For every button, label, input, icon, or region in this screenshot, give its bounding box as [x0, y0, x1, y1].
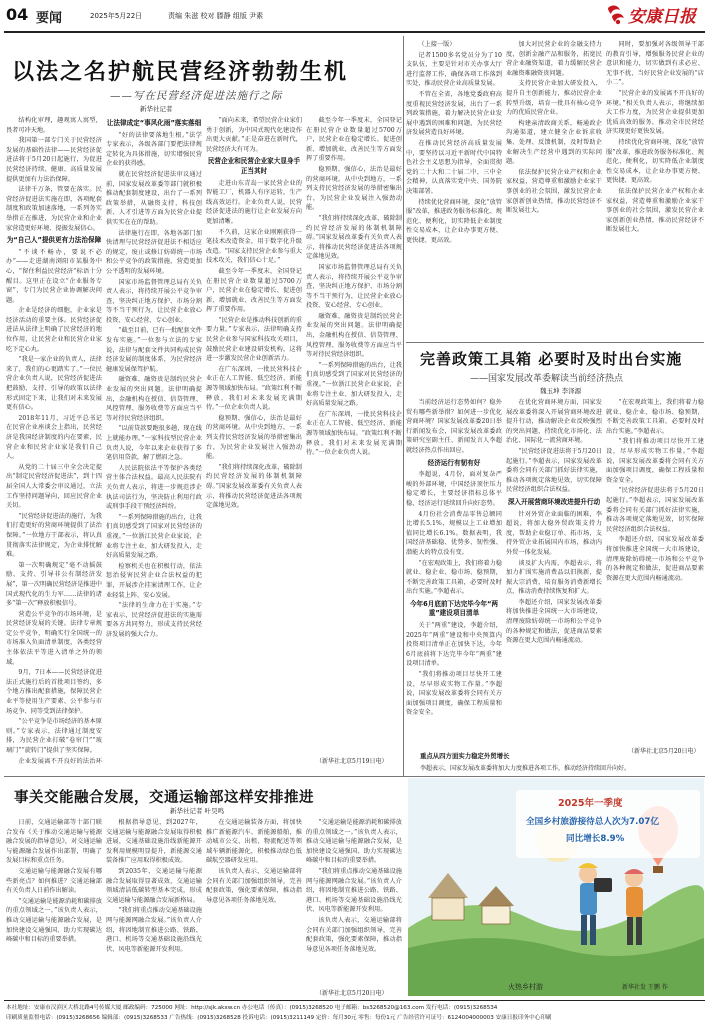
- header-rule: [4, 31, 705, 33]
- article1-col4: 截至今年一季度末，全国登记在册民营企业数量超过5700万户，民营企业在稳定增长、促进创新、增加就业、改善民生等方面发挥了重要作用。 稳预期、强信心，法治是最好的营商环境。从中央到地方，一系列支持民营经济发展的举措密集出台，为民营企业发展注入强劲动能。 “我们将持续深化改革，破除制约民营经济发展的体制机制障碍。”国家发展改革委有关负责人表示，将推动民营经济促进法各项规定落地见效。 国家市场监督管理总局有关负责人表示，将持续开展公平竞争审查，坚决纠正地方保护、市场分割等不当干预行为，让民营企业放心投资、安心经营、专心创业。 融资难、融资贵是制约民营企业发展的突出问题。法律明确提出，金融机构在授信、信贷管理、风控管理、服务收费等方面应当平等对待民营经济组织。 “一系列保障措施的出台，让我们真切感受到了国家对民营经济的重视。”一位浙江民营企业家说，企业将专注主业、加大研发投入，走好高质量发展之路。 在广东深圳，一批民营科技企业正在人工智能、低空经济、新能源等领域加快布局。“政策红利不断释放，我们对未来发展充满期待。”一位企业负责人说。: [306, 117, 402, 457]
- page-number: 04: [6, 5, 29, 24]
- sidebar-col1: （上接一版） 记者1500多名党员分为了10支队伍，主要是针对市关办事大厅进行监督工作，确保各项工作落到实处，推动民营企业高质量发展。 不管在全省，各地党委政府高度重视民营经济发展，出台了一系列政策措施，着力解决民营企业发展中遇到的困难和问题，为民营经济发展营造良好环境。 在推动民营经济高质量发展中，要坚持以习近平新时代中国特色社会主义思想为指导，全面贯彻党的二十大和二十届二中、三中全会精神，认真落实党中央、国务院决策部署。 持续优化营商环境，深化“放管服”改革，推进政务服务标准化、规范化、便利化，切实降低企业制度性交易成本，让企业办事更方便、更快捷、更高效。: [406, 41, 502, 244]
- article1-subhead-3: 民营企业和民营企业家大显身手正当其时: [207, 157, 301, 175]
- illustration-stat-2: 同比增长8.9%: [566, 834, 625, 844]
- page-header: [0, 0, 709, 32]
- divider-h-mid: [4, 776, 705, 777]
- section-name: 要闻: [36, 11, 63, 26]
- article3-col3: 在交通运输装备方面，将加快推广新能源汽车、新能源船舶，推动城市公交、出租、物流配送等领域车辆新能源化，积极推动绿色低碳航空器研发应用。 该负责人表示，交通运输部将会同有关部门加强组织领导，完善配套政策，强化要素保障，推动指导意见各项任务落地见效。: [206, 819, 302, 904]
- footer-rule: [4, 1000, 705, 1001]
- article2-subtitle: ——国家发展改革委解读当前经济热点: [470, 374, 624, 384]
- bottom-note-right: 李超表示，国家发展改革委将加大力度推进各项工作，推动经济持续回升向好。: [420, 765, 631, 772]
- illustration-caption: 火热乡村游: [508, 983, 543, 991]
- article3-title: 事关交能融合发展，交通运输部这样安排推进: [14, 790, 314, 806]
- issue-date: 2025年5月22日: [90, 12, 143, 20]
- sidebar-col2: 加大对民营企业的金融支持力度，创新金融产品和服务，拓宽民营企业融资渠道，着力缓解民营企业融资难融资贵问题。 支持民营企业加大研发投入，提升自主创新能力，推动民营企业转型升级，培育一批具有核心竞争力的优质民营企业。 构建亲清政商关系，畅通政企沟通渠道，建立健全企业诉求收集、处理、反馈机制，及时帮助企业解决生产经营中遇到的实际问题。 依法保护民营企业产权和企业家权益，营造尊重和激励企业家干事创业的社会氛围，激发民营企业家创新创业热情，推动民营经济不断发展壮大。: [506, 41, 602, 215]
- article1-subtitle: ——写在民营经济促进法施行之际: [110, 90, 283, 102]
- illustration-credit: 新华社发 王鹏 作: [622, 984, 668, 991]
- article1-dateline: （新华社北京5月19日电）: [316, 758, 388, 765]
- article2-subhead-3: 深入开展营商环境改进提升行动: [507, 497, 601, 506]
- article1-title: 以法之名护航民营经济勃勃生机: [12, 60, 349, 85]
- article1-col1: 结构化审理，趣观寓人寓型，畏者可冲天地。 我国第一部专门关于民营经济发展的基础性法律——民营经济促进法将于5月20日起施行，为促进民营经济持续、健康、高质量发展提供更加有力法治保障。 法律千万条，管要在落实。民营经济促进法实施在即，各项配套制度和政策加速落地，一系列务实举措正在推进，为民营企业和企业家营造更好环境、提振发展信心。 为“自己人”提供更有力法治保障 “不谈不畅办，要说不必办”——走进湖南浏阳市某服务中心，“留住利益民营经济”标语十分醒目。这里正在设立“企业服务专窗”，专门为民营企业协调解决问题。 企业是经济的细胞，企业家是经济活动的重要主体。民营经济促进法从法律上明确了民营经济的地位作用，让民营企业和民营企业家吃下定心丸。 “我是一家企业的负责人，法律来了，我们的心更踏实了。”一位民营企业负责人说，民营经济促进法把鼓励、支持、引导的政策以法律形式固定下来，让我们对未来发展更有信心。 2018年11月，习近平总书记在民营企业座谈会上指出，民营经济是我国经济制度的内在要素，民营企业和民营企业家是我们自己人。 从党的二十届三中全会决定提出“制定民营经济促进法”，到十四届全国人大常委会审议通过，立法工作坚持问题导向，回应民营企业关切。 “民营经济促进法的施行，为我们打造更好的营商环境提供了法治保障。”一位地方干部表示，将认真贯彻落实法律规定，为企业排忧解难。 第一次明确规定“毫不动摇鼓励、支持、引导非公有制经济发展”，第一次明确民营经济是推进中国式现代化的生力军……法律的诸多“第一次”释放积极信号。 营造公平竞争的市场环境，是民营经济发展的关键。法律专章规定公平竞争，明确实行全国统一的市场准入负面清单制度，各类经营主体依法平等进入清单之外的领域。 9月，7日本——民营经济促进法正式施行后的首批项目签约，多个地方推出配套措施，保障民营企业平等使用生产要素、公平参与市场竞争、同等受到法律保护。 “公平竞争是市场经济的基本原则。”专家表示，法律通过制度安排，为民营企业打破“卷帘门”“玻璃门”“旋转门”提供了坚实保障。 企业发展离不开良好的法治环: [6, 117, 102, 764]
- article2-subhead-1: 经济运行有韧有好: [427, 458, 481, 467]
- article1-subhead-2: 让法律成定“事风化雨”落实落细: [106, 119, 202, 127]
- footer-line-2: 印刷质量监督电话：(0915)3268656 编辑部：(0915)3268533 广告热线：(0915)3268528 投诉电话：(0915)3211149 定价：每月30元 零售：每份1元 广告经营许可证号：6124004000003 安康日报印务中心印刷: [6, 1015, 552, 1021]
- sidebar-col3: 同时，要加强对各级领导干部的教育引导，增强服务民营企业的意识和能力，切实做到有求必应、无事不扰，当好民营企业发展的“店小二”。 “民营企业的发展离不开良好的环境。”相关负责人表示，将继续加大工作力度，为民营企业提供更加优质高效的服务，推动全市民营经济实现更好更快发展。 持续优化营商环境，深化“放管服”改革，推进政务服务标准化、规范化、便利化，切实降低企业制度性交易成本，让企业办事更方便、更快捷、更高效。 依法保护民营企业产权和企业家权益，营造尊重和激励企业家干事创业的社会氛围，激发民营企业家创新创业热情，推动民营经济不断发展壮大。: [606, 41, 704, 234]
- article1-subhead-1: 为“自己人”提供更有力法治保障: [6, 236, 102, 245]
- article1-col2: 让法律成定“事风化雨”落实落细 “好的法律要落地生根。”法学专家表示，各级各部门要把法律规定转化为具体措施，切实增强民营企业的获得感。 就在民营经济促进法审议通过前，国家发展改革委等部门就积极推动配套制度建设，出台了一系列政策举措，从融资支持、科技创新、人才引进等方面为民营企业提供实实在在的帮助。 法律施行在即，各地各部门加快清理与民营经济促进法不相适应的规定，废止或修订妨碍统一市场和公平竞争的政策措施，营造更加公平透明的发展环境。 国家市场监督管理总局有关负责人表示，将持续开展公平竞争审查，坚决纠正地方保护、市场分割等不当干预行为，让民营企业放心投资、安心经营、专心创业。 “截至目前，已有一批配套文件发布实施。”一位参与立法的专家说，法律与配套文件共同构成民营经济发展的制度体系，为民营经济健康发展保驾护航。 融资难、融资贵是制约民营企业发展的突出问题。法律明确提出，金融机构在授信、信贷管理、风控管理、服务收费等方面应当平等对待民营经济组织。 “以前贷款要跑很多趟，现在线上就能办理。”一家科技型民营企业负责人说，今年以来企业获得了多笔信用贷款，解了燃眉之急。 人民法院依法平等保护各类经营主体合法权益。最高人民法院有关负责人表示，将进一步规范涉企执法司法行为，坚决防止利用行政或刑事手段干预经济纠纷。 “一系列保障措施的出台，让我们真切感受到了国家对民营经济的重视。”一位浙江民营企业家说，企业将专注主业、加大研发投入，走好高质量发展之路。 检察机关也在积极行动，依法惩治侵害民营企业合法权益的犯罪，开展涉企挂案清理工作，让企业轻装上阵、安心发展。 “法律的生命力在于实施。”专家表示，民营经济促进法的实施需要各方共同努力，形成支持民营经济发展的强大合力。: [106, 119, 202, 638]
- divider-v: [403, 36, 404, 776]
- svg-text:安康日报: 安康日报: [628, 7, 696, 27]
- article3-col2: 根据指导意见，到2027年，交通运输与能源融合发展取得积极进展，交通基础设施沿线新能源开发利用规模明显提升，新能源交通装备推广应用取得积极成效。 到2035年，交通运输与能源融合发展取得显著成效，交通运输领域清洁低碳转型基本完成，形成交通运输与能源融合发展新格局。 “我们将重点推动交通基础设施网与能源网融合发展。”该负责人介绍，将因地制宜推进公路、铁路、港口、机场等交通基础设施沿线光伏、风电等新能源开发利用。: [106, 819, 202, 953]
- article3-col4: “交通运输是能源消耗和碳排放的重点领域之一。”该负责人表示，推动交通运输与能源融合发展，是加快建设交通强国、助力实现碳达峰碳中和目标的重要举措。 “我们将重点推动交通基础设施网与能源网融合发展。”该负责人介绍，将因地制宜推进公路、铁路、港口、机场等交通基础设施沿线光伏、风电等新能源开发利用。 该负责人表示，交通运输部将会同有关部门加强组织领导，完善配套政策，强化要素保障，推动指导意见各项任务落地见效。: [306, 819, 402, 953]
- article3-col1: 日前，交通运输部等十部门联合发布《关于推动交通运输与能源融合发展的指导意见》，对交通运输与能源融合发展作出部署，明确了发展目标和重点任务。 交通运输与能源融合发展有哪些新亮点？如何推进？交通运输部有关负责人日前作出解读。 “交通运输是能源消耗和碳排放的重点领域之一。”该负责人表示，推动交通运输与能源融合发展，是加快建设交通强国、助力实现碳达峰碳中和目标的重要举措。: [6, 819, 102, 944]
- tourism-illustration: [408, 778, 704, 996]
- illustration-title: 2025年一季度: [558, 798, 623, 809]
- article3-dateline: （新华社北京5月20日电）: [316, 990, 388, 997]
- article2-subhead-2: 今年6月底前下达完毕今年“两重”建设项目清单: [409, 599, 499, 618]
- article2-col1: 当前经济运行态势如何？稳外贸有哪些新举措？如何进一步优化营商环境？国家发展改革委20日举行新闻发布会，国家发展改革委政策研究室副主任、新闻发言人李超就经济热点作出回应。 经济运行有韧有好 李超说，4月份，面对复杂严峻的外部环境，中国经济顶住压力稳定增长，主要经济指标总体平稳，经济运行延续回升向好态势。 4月份社会消费品零售总额同比增长5.1%，规模以上工业增加值同比增长6.1%。数据表明，我国经济基础稳、优势多、韧性强、潜能大的特点没有变。 “在宏观政策上，我们将着力稳就业、稳企业、稳市场、稳预期，不断完善政策工具箱，必要时及时出台实施。”李超表示。 今年6月底前下达完毕今年“两重”建设项目清单 关于“两重”建设，李超介绍，2025年“两重”建设和中央预算内投资项目清单正在加快下达，今年6月底前将下达完毕今年“两重”建设项目清单。 “我们将推动项目尽快开工建设，尽早形成实物工作量。”李超说，国家发展改革委将会同有关方面加强项目调度，确保工程质量和资金安全。: [406, 399, 502, 717]
- article2-title: 完善政策工具箱 必要时及时出台实施: [420, 350, 683, 368]
- article2-dateline: （新华社北京5月20日电）: [628, 748, 700, 755]
- article2-col3: “在宏观政策上，我们将着力稳就业、稳企业、稳市场、稳预期，不断完善政策工具箱，必要时及时出台实施。”李超表示。 “我们将推动项目尽快开工建设，尽早形成实物工作量。”李超说，国家发展改革委将会同有关方面加强项目调度，确保工程质量和资金安全。 “民营经济促进法将于5月20日起施行。”李超表示，国家发展改革委将会同有关部门抓好法律实施，推动各项规定落地见效，切实保障民营经济组织合法权益。 李超还介绍，国家发展改革委将加快推进全国统一大市场建设，清理废除妨碍统一市场和公平竞争的各种规定和做法，促进商品要素资源在更大范围内畅通流动。: [606, 399, 704, 582]
- divider-h-top: [406, 342, 704, 343]
- article2-col2: 在优化营商环境方面，国家发展改革委将深入开展营商环境改进提升行动，推动解决企业反映强烈的突出问题，持续优化市场化、法治化、国际化一流营商环境。 “民营经济促进法将于5月20日起施行。”李超表示，国家发展改革委将会同有关部门抓好法律实施，推动各项规定落地见效，切实保障民营经济组织合法权益。 深入开展营商环境改进提升行动 针对外贸企业面临的困难，李超说，将加大稳外贸政策支持力度，帮助企业稳订单、拓市场，支持外贸企业拓展国内市场，推动内外贸一体化发展。 谈及扩大内需，李超表示，将加力扩围实施消费品以旧换新，提振大宗消费，培育服务消费新增长点，推动消费持续恢复和扩大。 李超还介绍，国家发展改革委将加快推进全国统一大市场建设，清理废除妨碍统一市场和公平竞争的各种规定和做法，促进商品要素资源在更大范围内畅通流动。: [506, 399, 602, 645]
- article2-byline: 魏玉坤 李泽源: [540, 387, 582, 395]
- bottom-note-left: 重点从四方面实力稳定外贸增长: [420, 752, 510, 760]
- article3-byline: 新华社记者 叶昊鸣: [170, 807, 225, 815]
- masthead-logo: [602, 2, 706, 28]
- footer-line-1: 本社地址：安康市汉滨区大桥北路4号传媒大厦 邮政编码：725000 网址：http://sjk.akxw.cn 办公电话（传真）：(0915)3268520 电子邮箱：bs3268520@163.com 发行电话：(0915)3268534: [6, 1005, 498, 1011]
- illustration-graphic: [408, 778, 704, 996]
- article1-byline: 新华社记者: [140, 105, 173, 113]
- illustration-stat-1: 全国乡村旅游接待总人次为7.07亿: [526, 817, 659, 827]
- article1-col3: “面向未来，希望民营企业家们勇于创新，为中国式现代化建设作出更大贡献。”正是奋进在新时代，民营经济大有可为。 民营企业和民营企业家大显身手正当其时 走进山东青岛一家民营企业的智能工厂，机器人有序运转，生产线高效运行。企业负责人说，民营经济促进法的施行让企业发展方向更加清晰。 不久前，这家企业刚刚获得一笔技术改造资金，用于数字化升级改造。“国家支持民营企业参与重大技术攻关，我们信心十足。” 截至今年一季度末，全国登记在册民营企业数量超过5700万户，民营企业在稳定增长、促进创新、增加就业、改善民生等方面发挥了重要作用。 “民营企业是推动科技创新的重要力量。”专家表示，法律明确支持民营企业参与国家科技攻关项目，鼓励民营企业建设研发机构，这将进一步激发民营企业创新活力。 在广东深圳，一批民营科技企业正在人工智能、低空经济、新能源等领域加快布局。“政策红利不断释放，我们对未来发展充满期待。”一位企业负责人说。 稳预期、强信心，法治是最好的营商环境。从中央到地方，一系列支持民营经济发展的举措密集出台，为民营企业发展注入强劲动能。 “我们将持续深化改革，破除制约民营经济发展的体制机制障碍。”国家发展改革委有关负责人表示，将推动民营经济促进法各项规定落地见效。: [206, 117, 302, 510]
- editors: 责编 朱滋 校对 滕静 组版 尹素: [168, 12, 264, 20]
